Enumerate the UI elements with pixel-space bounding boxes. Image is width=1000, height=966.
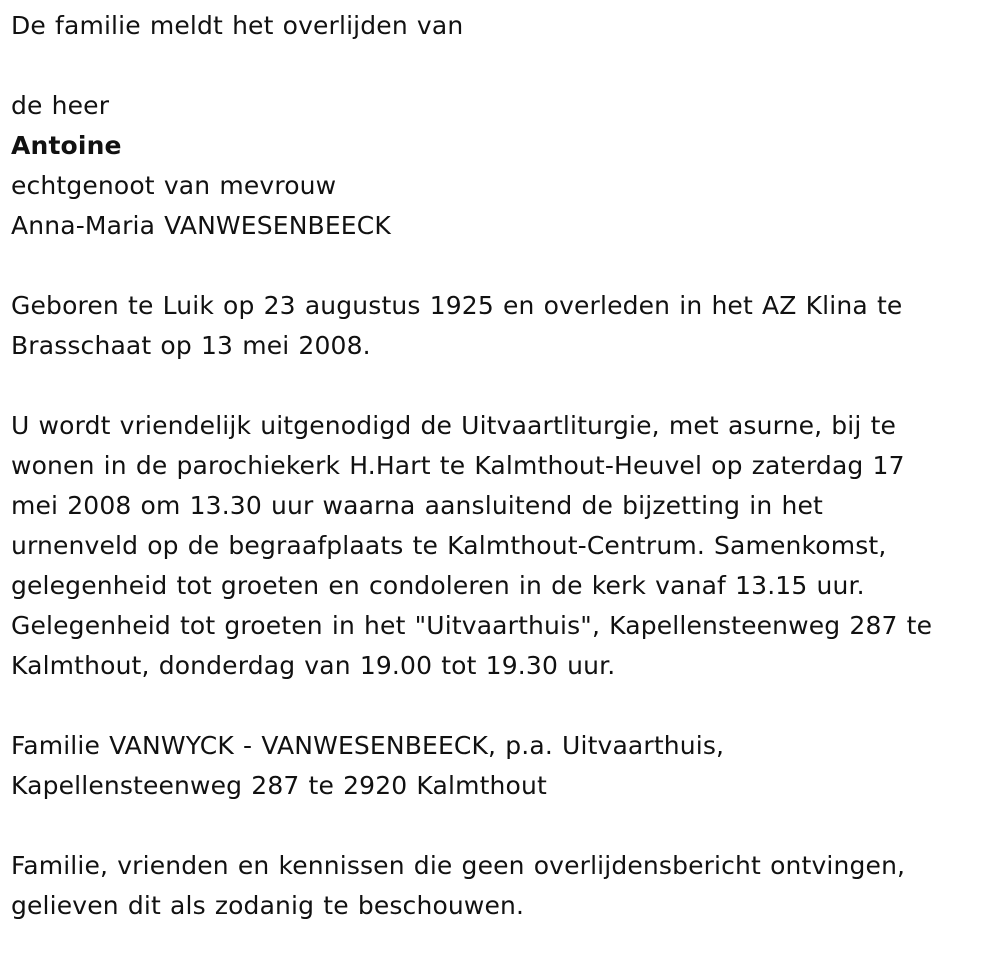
family-address-line: Kapellensteenweg 287 te 2920 Kalmthout [11,771,547,800]
obituary-document [11,6,986,926]
family-address-line: Familie VANWYCK - VANWESENBEECK, p.a. Uitvaarthuis, [11,731,725,760]
closing-line: Familie, vrienden en kennissen die geen overlijdensbericht ontvingen, [11,851,906,880]
birth-death-line: Geboren te Luik op 23 augustus 1925 en overleden in het AZ Klina te [11,291,903,320]
birth-death-paragraph [11,286,986,366]
closing-paragraph [11,846,986,926]
ceremony-paragraph [11,406,986,686]
spouse-name: Anna-Maria VANWESENBEECK [11,211,391,240]
ceremony-line: wonen in de parochiekerk H.Hart te Kalmthout-Heuvel op zaterdag 17 [11,451,905,480]
ceremony-line: Kalmthout, donderdag van 19.00 tot 19.30 uur. [11,651,616,680]
deceased-block [11,86,986,246]
family-address-paragraph [11,726,986,806]
ceremony-line: urnenveld op de begraafplaats te Kalmthout-Centrum. Samenkomst, [11,531,887,560]
deceased-name: Antoine [11,131,122,160]
closing-line: gelieven dit als zodanig te beschouwen. [11,891,525,920]
spouse-intro: echtgenoot van mevrouw [11,171,337,200]
intro-text: De familie meldt het overlijden van [11,11,464,40]
ceremony-line: Gelegenheid tot groeten in het "Uitvaarthuis", Kapellensteenweg 287 te [11,611,933,640]
birth-death-line: Brasschaat op 13 mei 2008. [11,331,371,360]
ceremony-line: U wordt vriendelijk uitgenodigd de Uitvaartliturgie, met asurne, bij te [11,411,897,440]
ceremony-line: mei 2008 om 13.30 uur waarna aansluitend de bijzetting in het [11,491,823,520]
ceremony-line: gelegenheid tot groeten en condoleren in de kerk vanaf 13.15 uur. [11,571,865,600]
title-line: de heer [11,91,110,120]
